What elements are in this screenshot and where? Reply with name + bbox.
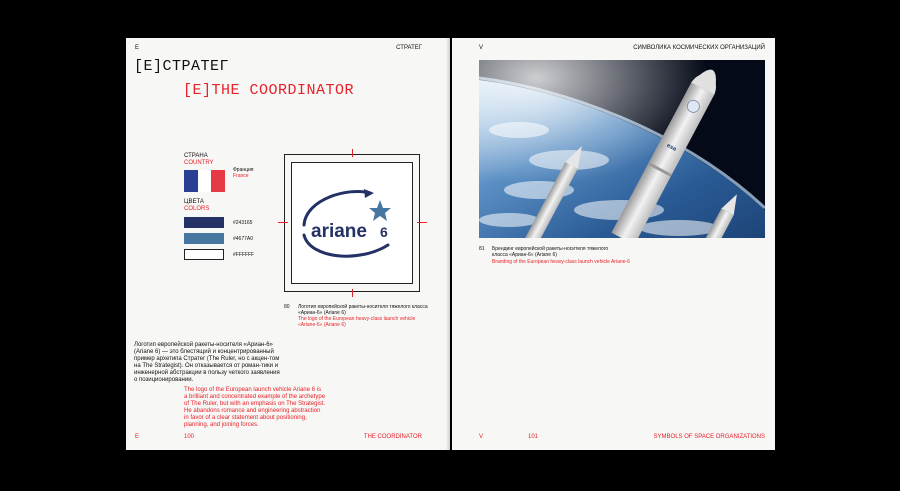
running-head: СИМВОЛИКА КОСМИЧЕСКИХ ОРГАНИЗАЦИЙ (633, 45, 765, 51)
ariane-6-logo (292, 163, 412, 283)
color-hex-3: #FFFFFF (233, 252, 255, 258)
ariane-6-rocket-photo (479, 60, 765, 238)
rocket-esa-label: esa (665, 142, 678, 153)
heading-ru: [Е]СТРАТЕГ (134, 58, 230, 75)
color-hex-1: #243165 (233, 220, 253, 226)
page-number: 101 (528, 434, 539, 440)
logo-inner-frame (291, 162, 413, 284)
heading-en: [E]THE COORDINATOR (183, 82, 355, 99)
footer-title: THE COORDINATOR (363, 434, 422, 440)
color-swatch-white (184, 249, 224, 260)
footer-letter: V (479, 434, 484, 440)
body-text-en: The logo of the European launch vehicle Ariane 6 is a brilliant and concentrated example of the archetype of The Ruler, but with an emphasis on The Strategist. He abandons romance and engineering abstraction in favor of a clear statement about positioning, planning, and joining forces. (184, 387, 326, 428)
right-page (452, 38, 775, 450)
running-head: СТРАТЕГ (396, 45, 422, 51)
figure-number: 81 (479, 246, 485, 252)
country-en: France (233, 173, 249, 179)
country-label-ru: СТРАНА (184, 153, 208, 159)
color-hex-2: #4677A0 (233, 236, 254, 242)
figure-number: 80 (284, 304, 290, 310)
colors-label-ru: ЦВЕТА (184, 199, 204, 205)
logo-word: ariane (311, 221, 367, 242)
france-flag (184, 170, 225, 192)
caption-en: The logo of the European heavy-class launch vehicle «Ariane-6» (Ariane 6) (298, 316, 416, 328)
country-label-en: COUNTRY (184, 160, 214, 166)
caption-en: Branding of the European heavy-class launch vehicle Ariane-6 (492, 259, 630, 265)
page-number: 100 (184, 434, 195, 440)
corner-letter: E (135, 45, 140, 51)
logo-number: 6 (380, 224, 388, 240)
crop-mark-top (352, 149, 353, 157)
corner-letter: V (479, 45, 484, 51)
country-ru: Франция (233, 167, 254, 173)
crop-mark-left (278, 222, 288, 223)
caption-ru: Логотип европейской ракеты-носителя тяжелого класса «Ариан-6» (Ariane 6) (298, 304, 428, 316)
colors-label-en: COLORS (184, 206, 210, 212)
color-swatch-steel-blue (184, 233, 224, 244)
caption-ru: Брендинг европейской ракеты-носителя тяжелого класса «Ариан-6» (Ariane 6) (492, 246, 609, 258)
crop-mark-right (417, 222, 427, 223)
body-text-ru: Логотип европейской ракеты-носителя «Ариан-6» (Ariane 6) — это блестящий и концентрированный пример архетипа Стратег (The Ruler, но с акцен-том на The Strategist). Он отказывается от роман-тики и инженерной абстракции в пользу четкого заявления о позиционировании. (134, 342, 280, 383)
crop-mark-bottom (352, 289, 353, 297)
logo-frame (284, 154, 420, 292)
footer-letter: E (135, 434, 140, 440)
left-page (126, 38, 450, 450)
footer-title: SYMBOLS OF SPACE ORGANIZATIONS (653, 434, 765, 440)
color-swatch-navy (184, 217, 224, 228)
